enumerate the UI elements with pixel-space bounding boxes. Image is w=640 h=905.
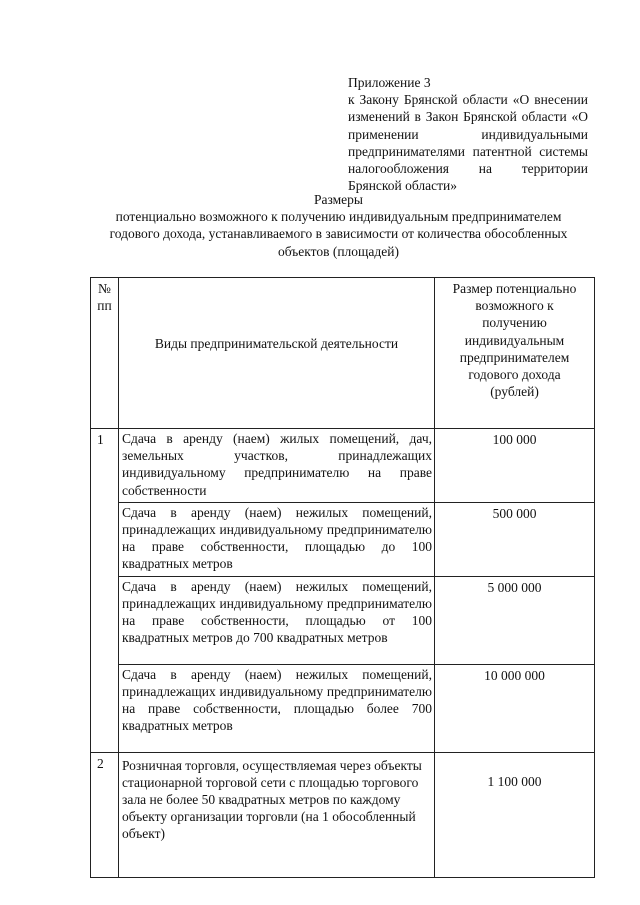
row-value: 10 000 000 <box>435 664 595 752</box>
appendix-reference: к Закону Брянской области «О внесении изменений в Закон Брянской области «О применении индивидуальными предпринимателями патентной системы налогообложения на территории Брянской области» <box>348 92 588 194</box>
table-row <box>91 664 595 752</box>
document-heading <box>96 191 581 260</box>
table-row <box>91 576 595 664</box>
row-activity: Розничная торговля, осуществляемая через объекты стационарной торговой сети с площадью торгового зала не более 50 квадратных метров по каждому объекту организации торговли (на 1 обособленный объект) <box>119 752 435 877</box>
table-row <box>91 502 595 576</box>
table-row <box>91 429 595 503</box>
table-row <box>91 752 595 877</box>
income-table <box>90 277 595 878</box>
table-header-row <box>91 278 595 429</box>
row-activity: Сдача в аренду (наем) жилых помещений, дач, земельных участков, принадлежащих индивидуальному предпринимателю на праве собственности <box>119 429 435 503</box>
heading-title: Размеры <box>314 192 363 207</box>
row-value: 500 000 <box>435 502 595 576</box>
row-num: 1 <box>91 429 119 753</box>
appendix-number: Приложение 3 <box>348 75 431 90</box>
appendix-note <box>348 74 588 194</box>
row-activity: Сдача в аренду (наем) нежилых помещений, принадлежащих индивидуальному предпринимателю на праве собственности, площадью до 100 квадратных метров <box>119 502 435 576</box>
header-activity: Виды предпринимательской деятельности <box>119 278 435 429</box>
row-value: 100 000 <box>435 429 595 503</box>
header-num: № пп <box>91 278 119 429</box>
row-activity: Сдача в аренду (наем) нежилых помещений, принадлежащих индивидуальному предпринимателю на праве собственности, площадью от 100 квадратных метров до 700 квадратных метров <box>119 576 435 664</box>
row-activity: Сдача в аренду (наем) нежилых помещений, принадлежащих индивидуальному предпринимателю на праве собственности, площадью более 700 квадратных метров <box>119 664 435 752</box>
heading-subtitle: потенциально возможного к получению индивидуальным предпринимателем годового дохода, устанавливаемого в зависимости от количества обособленных объектов (площадей) <box>109 209 568 259</box>
row-value: 5 000 000 <box>435 576 595 664</box>
row-value: 1 100 000 <box>435 752 595 877</box>
row-num: 2 <box>91 752 119 877</box>
header-size: Размер потенциально возможного к получению индивидуальным предпринимателем годового дохода (рублей) <box>435 278 595 429</box>
